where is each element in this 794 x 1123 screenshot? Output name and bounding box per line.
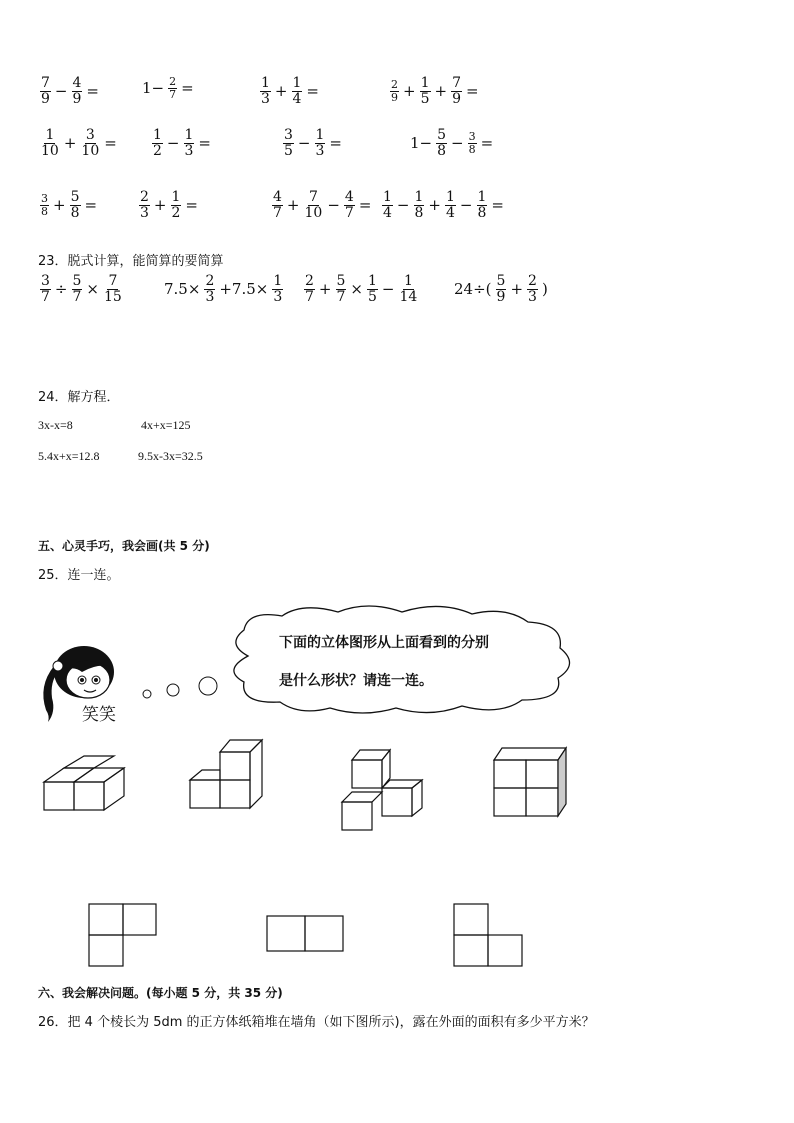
q26-text: 26．把 4 个棱长为 5dm 的正方体纸箱堆在墙角（如下图所示)，露在外面的面积有多少平方米？ xyxy=(38,1015,595,1030)
numerator: 2 xyxy=(391,78,398,92)
numerator: 1 xyxy=(383,189,392,205)
numerator: 2 xyxy=(305,273,314,289)
cube-figure-3 xyxy=(336,746,428,836)
numerator: 3 xyxy=(41,192,48,206)
equation-4: 9.5x-3x=32.5 xyxy=(138,449,203,463)
fraction xyxy=(399,274,419,304)
operator: = xyxy=(104,134,117,153)
fraction xyxy=(40,193,49,217)
operator: + xyxy=(428,196,441,215)
fraction xyxy=(336,274,347,304)
q23-title: 23．脱式计算，能简算的要简算 xyxy=(38,254,224,269)
operator: = xyxy=(86,82,99,101)
fraction xyxy=(496,274,507,304)
fraction xyxy=(204,274,215,304)
operator: + xyxy=(63,134,77,153)
numerator: 1 xyxy=(368,273,377,289)
fraction xyxy=(367,274,378,304)
fraction xyxy=(272,274,283,304)
top-view-1 xyxy=(87,902,159,968)
calc-expression xyxy=(408,128,495,158)
numerator: 7 xyxy=(41,75,50,91)
operator: = xyxy=(84,196,98,215)
fraction xyxy=(184,128,195,158)
denominator: 3 xyxy=(273,288,283,305)
speech-cloud xyxy=(218,604,583,716)
operator: × xyxy=(350,280,363,299)
fraction xyxy=(168,76,177,100)
bubble-text-line2: 是什么形状？请连一连。 xyxy=(279,673,433,689)
numerator: 5 xyxy=(496,273,506,289)
operator: − xyxy=(396,196,410,215)
calc-expression xyxy=(38,76,101,106)
denominator: 10 xyxy=(81,142,100,159)
fraction xyxy=(139,190,150,220)
denominator: 8 xyxy=(437,142,447,159)
fraction xyxy=(80,128,100,158)
operator: = xyxy=(306,82,319,101)
denominator: 7 xyxy=(336,288,346,305)
operator: = xyxy=(466,82,479,101)
fraction xyxy=(315,128,326,158)
denominator: 3 xyxy=(315,142,325,159)
fraction xyxy=(382,190,393,220)
calc-expression xyxy=(388,76,481,106)
fraction xyxy=(103,274,123,304)
denominator: 8 xyxy=(414,204,424,221)
fraction xyxy=(477,190,488,220)
operator: + xyxy=(274,82,288,101)
operator: + xyxy=(153,196,167,215)
numerator: 4 xyxy=(72,75,82,91)
q23-expression xyxy=(302,274,420,304)
numerator: 5 xyxy=(70,189,80,205)
numerator: 1 xyxy=(420,75,430,91)
fraction xyxy=(436,128,447,158)
calc-expression xyxy=(258,76,321,106)
numerator: 7 xyxy=(452,75,461,91)
denominator: 7 xyxy=(305,288,314,305)
numerator: 3 xyxy=(41,273,50,289)
denominator: 10 xyxy=(41,142,59,159)
operator: + xyxy=(286,196,300,215)
operator: + xyxy=(318,280,332,299)
bubble-text-line1: 下面的立体图形从上面看到的分别 xyxy=(279,635,489,651)
cube-figure-4 xyxy=(490,744,570,820)
numerator: 4 xyxy=(344,189,354,205)
calc-expression xyxy=(150,128,213,158)
operator: = xyxy=(491,196,504,215)
fraction xyxy=(283,128,294,158)
fraction xyxy=(40,128,60,158)
operator: + xyxy=(510,280,524,299)
numerator: 3 xyxy=(284,127,293,143)
operator: = xyxy=(185,196,198,215)
fraction xyxy=(40,274,51,304)
denominator: 4 xyxy=(446,204,455,221)
denominator: 7 xyxy=(273,204,282,221)
numerator: 1 xyxy=(403,273,413,289)
fraction xyxy=(260,76,271,106)
fraction xyxy=(272,190,283,220)
denominator: 3 xyxy=(184,142,194,159)
operator: × xyxy=(86,280,99,299)
cube-figure-1 xyxy=(40,754,130,814)
denominator: 2 xyxy=(153,142,162,159)
equation-2: 4x+x=125 xyxy=(141,418,191,432)
denominator: 14 xyxy=(399,288,418,305)
fraction xyxy=(445,190,456,220)
section6-heading: 六、我会解决问题。(每小题 5 分，共 35 分) xyxy=(38,986,283,1000)
denominator: 4 xyxy=(383,204,392,221)
operator: − xyxy=(54,82,68,101)
operator: +7.5× xyxy=(219,280,269,299)
calc-expression xyxy=(380,190,506,220)
denominator: 3 xyxy=(140,204,149,221)
equation-3: 5.4x+x=12.8 xyxy=(38,449,100,463)
operator: ) xyxy=(541,280,548,299)
q25-label: 25．连一连。 xyxy=(38,568,120,583)
denominator: 3 xyxy=(528,288,537,305)
operator: − xyxy=(166,134,180,153)
numerator: 1 xyxy=(292,75,302,91)
denominator: 9 xyxy=(452,90,461,107)
numerator: 1 xyxy=(273,273,283,289)
denominator: 5 xyxy=(368,288,377,305)
denominator: 8 xyxy=(477,204,487,221)
denominator: 3 xyxy=(205,288,215,305)
operator: = xyxy=(358,196,372,215)
numerator: 2 xyxy=(169,75,177,88)
character-name: 笑笑 xyxy=(82,705,116,725)
fraction xyxy=(527,274,538,304)
top-view-3 xyxy=(452,902,526,968)
denominator: 9 xyxy=(496,288,506,305)
calc-expression xyxy=(38,128,119,158)
fraction xyxy=(420,76,431,106)
denominator: 5 xyxy=(284,142,293,159)
denominator: 8 xyxy=(41,204,48,218)
fraction xyxy=(152,128,163,158)
fraction xyxy=(304,190,324,220)
denominator: 7 xyxy=(169,87,177,101)
operator: + xyxy=(434,82,448,101)
denominator: 7 xyxy=(344,204,354,221)
numerator: 3 xyxy=(85,127,95,143)
calc-expression xyxy=(281,128,344,158)
equation-1: 3x-x=8 xyxy=(38,418,73,432)
numerator: 1 xyxy=(446,189,455,205)
numerator: 2 xyxy=(140,189,149,205)
denominator: 3 xyxy=(261,90,270,107)
numerator: 1 xyxy=(45,127,55,143)
operator: − xyxy=(297,134,311,153)
operator: ÷ xyxy=(54,280,68,299)
operator: − xyxy=(327,196,340,215)
fraction xyxy=(344,190,355,220)
q23-expression xyxy=(452,274,550,304)
calc-expression xyxy=(38,190,99,220)
numerator: 2 xyxy=(528,273,537,289)
denominator: 9 xyxy=(72,90,82,107)
numerator: 2 xyxy=(205,273,215,289)
operator: 1− xyxy=(142,79,165,98)
operator: = xyxy=(329,134,342,153)
numerator: 4 xyxy=(273,189,282,205)
q24-title: 24．解方程． xyxy=(38,390,120,405)
numerator: 1 xyxy=(315,127,325,143)
calc-expression xyxy=(140,76,196,100)
denominator: 10 xyxy=(304,204,323,221)
denominator: 15 xyxy=(104,288,122,305)
operator: − xyxy=(451,134,464,153)
denominator: 7 xyxy=(41,288,50,305)
operator: = xyxy=(181,79,194,98)
operator: 1− xyxy=(410,134,433,153)
numerator: 1 xyxy=(184,127,194,143)
top-view-2 xyxy=(265,914,347,954)
operator: 7.5× xyxy=(164,280,201,299)
denominator: 7 xyxy=(72,288,82,305)
operator: + xyxy=(403,82,416,101)
numerator: 1 xyxy=(414,189,424,205)
numerator: 1 xyxy=(171,189,181,205)
section5-heading: 五、心灵手巧，我会画(共 5 分) xyxy=(38,539,210,553)
denominator: 8 xyxy=(70,204,80,221)
denominator: 9 xyxy=(41,90,50,107)
numerator: 3 xyxy=(468,130,476,144)
numerator: 1 xyxy=(153,127,162,143)
numerator: 1 xyxy=(261,75,270,91)
numerator: 5 xyxy=(336,273,346,289)
thought-bubbles xyxy=(135,674,225,704)
fraction xyxy=(468,131,477,155)
fraction xyxy=(414,190,425,220)
fraction xyxy=(70,190,81,220)
fraction xyxy=(72,274,83,304)
denominator: 5 xyxy=(420,90,430,107)
fraction xyxy=(304,274,315,304)
numerator: 7 xyxy=(308,189,318,205)
operator: = xyxy=(480,134,494,153)
operator: − xyxy=(381,280,395,299)
operator: − xyxy=(459,196,473,215)
operator: 24÷( xyxy=(454,280,492,299)
fraction xyxy=(451,76,462,106)
q23-expression xyxy=(38,274,125,304)
calc-expression xyxy=(270,190,373,220)
fraction xyxy=(40,76,51,106)
fraction xyxy=(171,190,182,220)
numerator: 1 xyxy=(477,189,487,205)
numerator: 5 xyxy=(72,273,82,289)
numerator: 5 xyxy=(437,127,447,143)
operator: + xyxy=(53,196,66,215)
numerator: 7 xyxy=(108,273,118,289)
fraction xyxy=(72,76,83,106)
calc-expression xyxy=(137,190,200,220)
fraction xyxy=(390,79,399,103)
q23-expression xyxy=(162,274,285,304)
denominator: 9 xyxy=(391,90,398,104)
denominator: 8 xyxy=(468,142,476,156)
operator: = xyxy=(198,134,211,153)
denominator: 4 xyxy=(292,90,302,107)
cube-figure-2 xyxy=(186,736,266,814)
denominator: 2 xyxy=(171,204,181,221)
fraction xyxy=(292,76,303,106)
